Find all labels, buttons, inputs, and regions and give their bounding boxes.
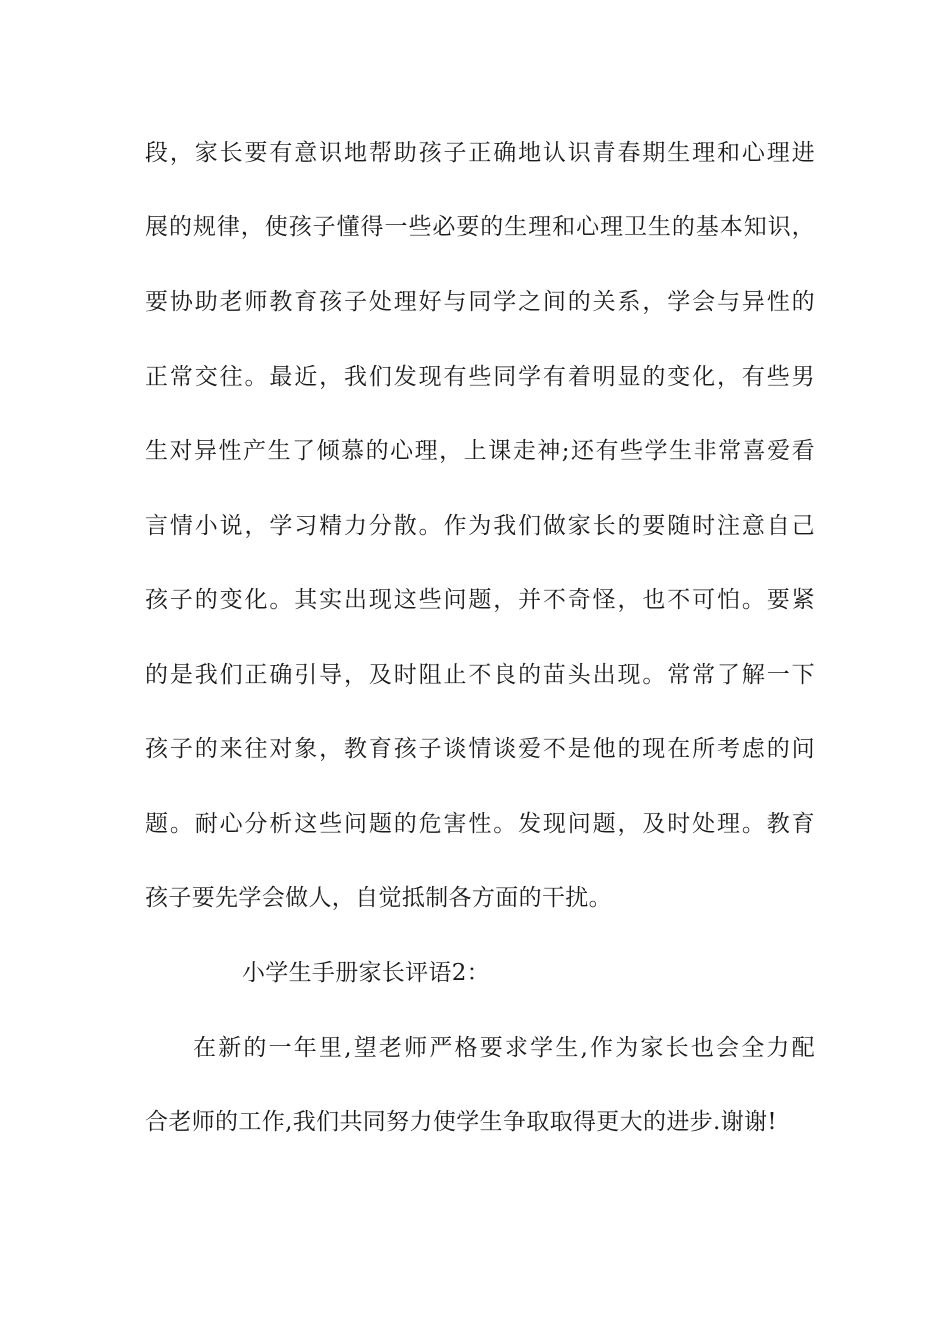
body-line-4: 正常交往。最近，我们发现有些同学有着明显的变化，有些男	[145, 364, 815, 390]
body-line-3: 要协助老师教育孩子处理好与同学之间的关系，学会与异性的	[145, 289, 815, 315]
body-line-1: 段，家长要有意识地帮助孩子正确地认识青春期生理和心理进	[145, 140, 815, 166]
closing-line-1: 在新的一年里,望老师严格要求学生,作为家长也会全力配	[193, 1035, 815, 1061]
body-line-5: 生对异性产生了倾慕的心理，上课走神;还有些学生非常喜爱看	[145, 438, 815, 464]
section-heading: 小学生手册家长评语2：	[242, 960, 490, 986]
closing-line-2: 合老师的工作,我们共同努力使学生争取取得更大的进步.谢谢!	[145, 1109, 778, 1135]
body-line-9: 孩子的来往对象，教育孩子谈情谈爱不是他的现在所考虑的问	[145, 736, 815, 762]
body-line-8: 的是我们正确引导，及时阻止不良的苗头出现。常常了解一下	[145, 662, 815, 688]
body-line-11: 孩子要先学会做人，自觉抵制各方面的干扰。	[145, 885, 612, 911]
body-line-2: 展的规律，使孩子懂得一些必要的生理和心理卫生的基本知识，	[145, 214, 815, 240]
body-line-6: 言情小说，学习精力分散。作为我们做家长的要随时注意自己	[145, 513, 815, 539]
body-line-7: 孩子的变化。其实出现这些问题，并不奇怪，也不可怕。要紧	[145, 587, 815, 613]
body-line-10: 题。耐心分析这些问题的危害性。发现问题，及时处理。教育	[145, 811, 815, 837]
